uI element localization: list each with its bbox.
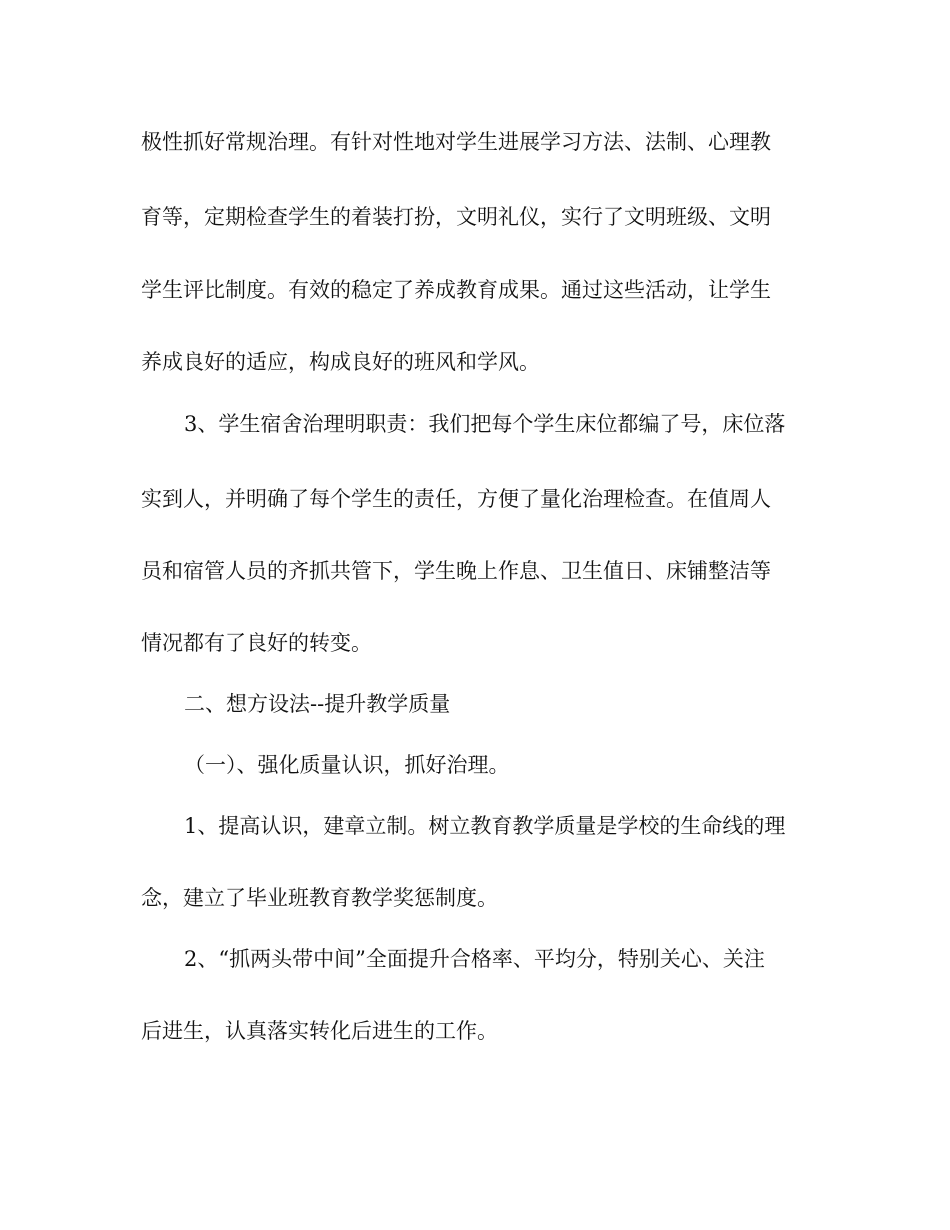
paragraph-line: 念，建立了毕业班教育教学奖惩制度。	[141, 886, 498, 910]
paragraph-line: 后进生，认真落实转化后进生的工作。	[141, 1019, 498, 1043]
paragraph-line: 极性抓好常规治理。有针对性地对学生进展学习方法、法制、心理教	[141, 130, 771, 154]
paragraph-line: 情况都有了良好的转变。	[141, 631, 372, 655]
paragraph-line: 实到人，并明确了每个学生的责任，方便了量化治理检查。在值周人	[141, 487, 771, 511]
paragraph-line: 2、“抓两头带中间”全面提升合格率、平均分，特别关心、关注	[184, 947, 765, 971]
paragraph-line: 3、学生宿舍治理明职责：我们把每个学生床位都编了号，床位落	[184, 412, 786, 436]
paragraph-line: 育等，定期检查学生的着装打扮，文明礼仪，实行了文明班级、文明	[141, 205, 771, 229]
paragraph-line: 员和宿管人员的齐抓共管下，学生晚上作息、卫生值日、床铺整洁等	[141, 559, 771, 583]
paragraph-line: 1、提高认识，建章立制。树立教育教学质量是学校的生命线的理	[184, 814, 786, 838]
paragraph-line: 养成良好的适应，构成良好的班风和学风。	[141, 350, 540, 374]
subsection-heading: （一）、强化质量认识，抓好治理。	[184, 753, 510, 777]
section-heading: 二、想方设法--提升教学质量	[184, 692, 451, 716]
paragraph-line: 学生评比制度。有效的稳定了养成教育成果。通过这些活动，让学生	[141, 278, 771, 302]
